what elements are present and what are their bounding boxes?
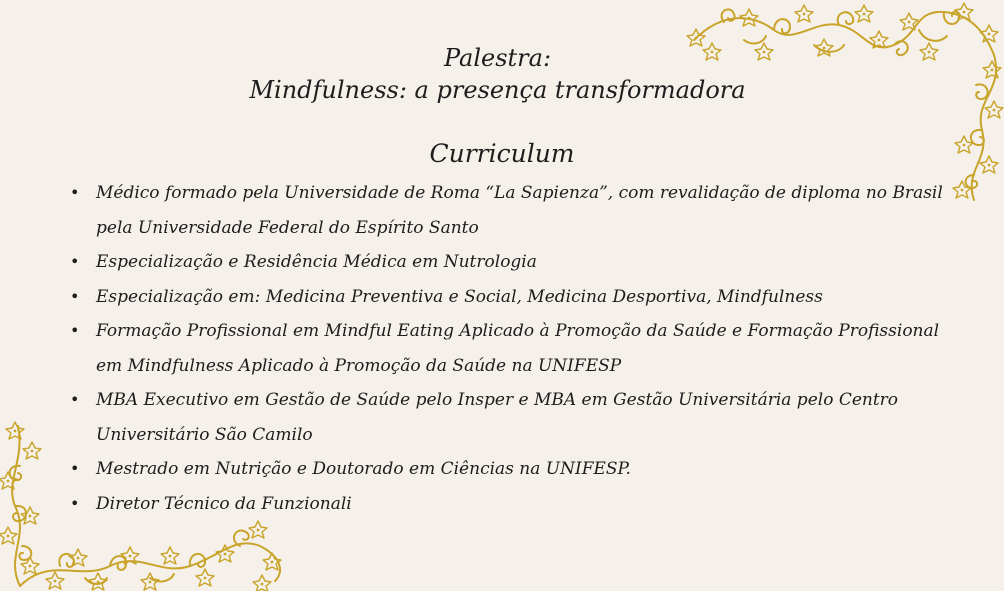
talk-title (0, 42, 995, 106)
list-item (58, 452, 948, 487)
list-item-text: Especialização e Residência Médica em Nutrologia (96, 252, 537, 272)
bullet-icon: • (70, 252, 80, 271)
list-item-text: Especialização em: Medicina Preventiva e Social, Medicina Desportiva, Mindfulness (96, 286, 823, 307)
section-title: Curriculum (429, 139, 575, 168)
bullet-icon: • (70, 493, 80, 513)
curriculum-list (58, 176, 948, 521)
list-item-text: Diretor Técnico da Funzionali (96, 493, 352, 514)
bullet-icon: • (70, 286, 80, 306)
bullet-icon: • (70, 390, 80, 409)
bullet-icon: • (70, 459, 80, 478)
list-item-text: Formação Profissional em Mindful Eating Aplicado à Promoção da Saúde e Formação Profissional em Mindfulness Aplicado à Promoção da Saúde na UNIFESP (96, 321, 940, 376)
list-item-text: Mestrado em Nutrição e Doutorado em Ciências na UNIFESP. (96, 459, 631, 479)
list-item (58, 487, 948, 522)
list-item (58, 314, 948, 383)
list-item (58, 176, 948, 245)
list-item (58, 280, 948, 315)
list-item (58, 383, 948, 452)
bullet-icon: • (70, 183, 80, 202)
talk-label: Palestra: (443, 44, 552, 72)
list-item (58, 245, 948, 280)
bullet-icon: • (70, 321, 80, 340)
list-item-text: MBA Executivo em Gestão de Saúde pelo Insper e MBA em Gestão Universitária pelo Centro Universitário São Camilo (96, 390, 899, 445)
talk-name: Mindfulness: a presença transformadora (249, 76, 746, 104)
list-item-text: Médico formado pela Universidade de Roma “La Sapienza”, com revalidação de diploma no Brasil pela Universidade Federal do Espírito Santo (96, 183, 943, 238)
